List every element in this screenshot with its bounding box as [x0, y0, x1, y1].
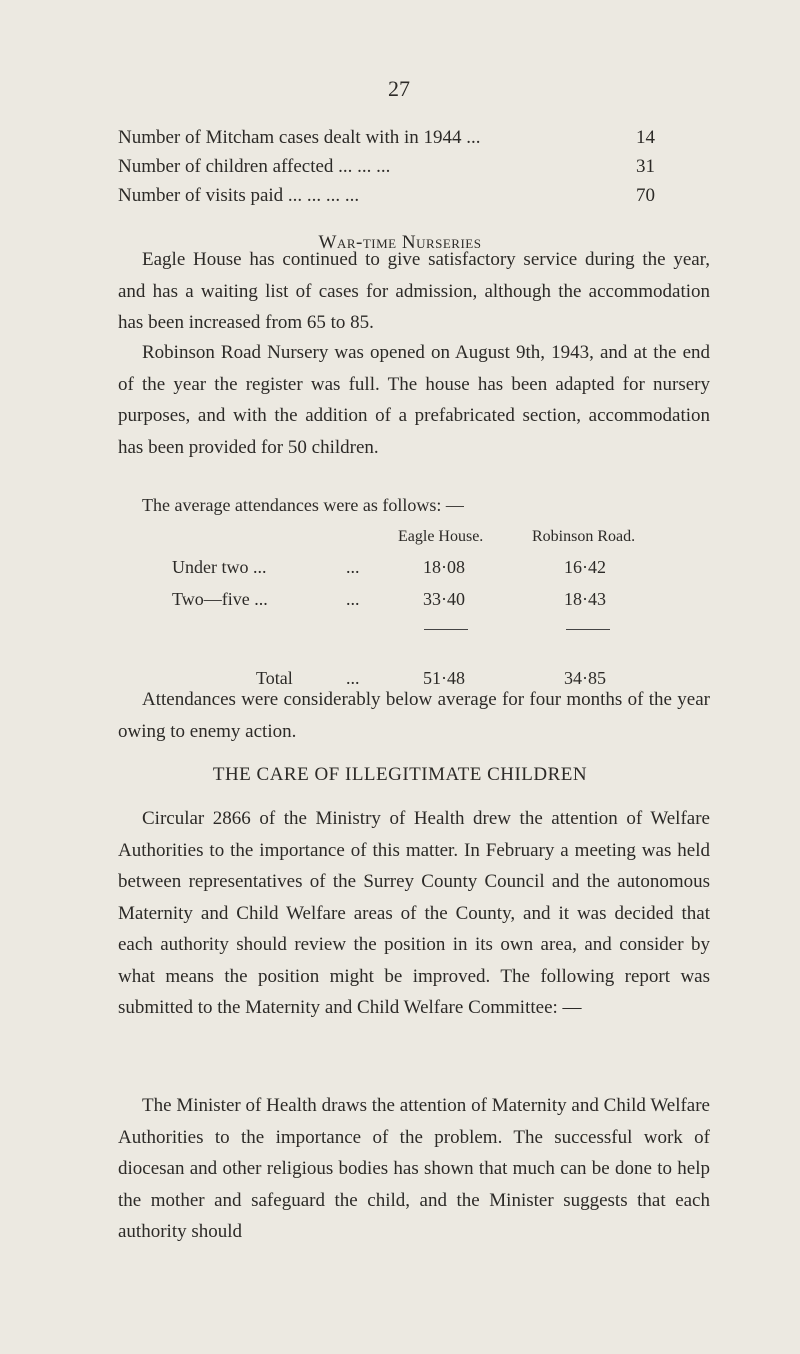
row-label-two-five: Two—five ...	[172, 589, 268, 609]
paragraph-eagle-house	[118, 244, 710, 339]
paragraph-enemy-action	[118, 684, 710, 747]
row-dots-two-five: ...	[346, 589, 360, 609]
cell-two-five-eagle: 33·40	[423, 589, 465, 609]
table-intro: The average attendances were as follows: —	[142, 495, 464, 515]
paragraph-minister	[118, 1090, 710, 1248]
total-rule-robinson	[566, 629, 610, 630]
cell-under-two-eagle: 18·08	[423, 557, 465, 577]
paragraph-robinson-road	[118, 337, 710, 463]
section-heading-nurseries: War-time Nurseries	[318, 232, 482, 253]
stat-value-visits: 70	[636, 185, 655, 206]
total-rule-eagle	[424, 629, 468, 630]
paragraph-circular-text: Circular 2866 of the Ministry of Health drew the attention of Welfare Authorities to the importance of this matter. In February a meeting was held between representatives of the Surrey County Council and the autonomous Maternity and Child Welfare areas of the County, and it was decided that each authority should review the position in its own area, and consider by what means the position might be improved. The following report was submitted to the Maternity and Child Welfare Committee: —	[118, 808, 710, 1018]
stat-label-cases: Number of Mitcham cases dealt with in 1944 ...	[118, 127, 481, 148]
row-label-total: Total	[256, 668, 293, 688]
stat-label-visits: Number of visits paid ... ... ... ...	[118, 185, 360, 206]
row-dots-under-two: ...	[346, 557, 360, 577]
column-header-eagle-house: Eagle House.	[398, 528, 484, 545]
cell-total-robinson: 34·85	[564, 668, 606, 688]
stat-value-cases: 14	[636, 127, 655, 148]
paragraph-eagle-house-text: Eagle House has continued to give satisfactory service during the year, and has a waiting list of cases for admission, although the accommodation has been increased from 65 to 85.	[118, 249, 710, 333]
row-dots-total: ...	[346, 668, 360, 688]
column-header-robinson-road: Robinson Road.	[532, 528, 636, 545]
paragraph-circular	[118, 803, 710, 1024]
section-heading-illegitimate-children: THE CARE OF ILLEGITIMATE CHILDREN	[212, 764, 588, 785]
row-label-under-two: Under two ...	[172, 557, 267, 577]
paragraph-enemy-action-text: Attendances were considerably below average for four months of the year owing to enemy action.	[118, 689, 710, 742]
page-number: 27	[388, 76, 410, 101]
cell-under-two-robinson: 16·42	[564, 557, 606, 577]
paragraph-minister-text: The Minister of Health draws the attention of Maternity and Child Welfare Authorities to the importance of the problem. The successful work of diocesan and other religious bodies has shown that much can be done to help the mother and safeguard the child, and the Minister suggests that each authority should	[118, 1095, 710, 1242]
cell-two-five-robinson: 18·43	[564, 589, 606, 609]
cell-total-eagle: 51·48	[423, 668, 465, 688]
stat-value-children: 31	[636, 156, 655, 177]
stat-label-children: Number of children affected ... ... ...	[118, 156, 391, 177]
paragraph-robinson-road-text: Robinson Road Nursery was opened on August 9th, 1943, and at the end of the year the register was full. The house has been adapted for nursery purposes, and with the addition of a prefabricated section, accommodation has been provided for 50 children.	[118, 342, 710, 458]
